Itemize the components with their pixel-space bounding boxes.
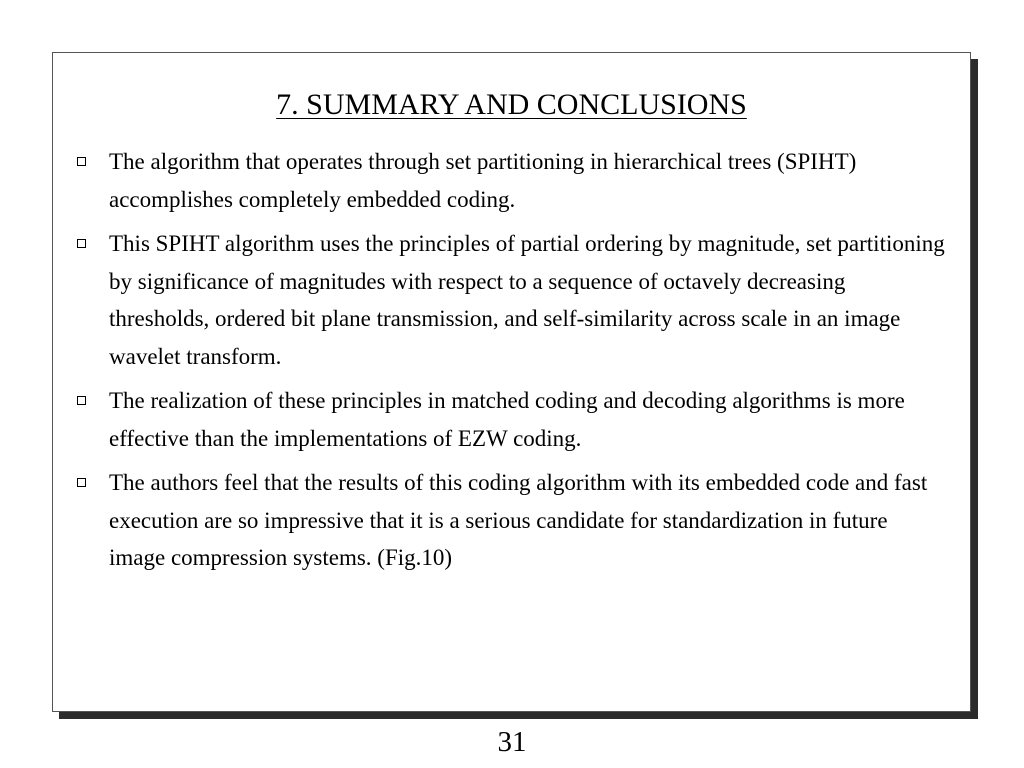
- page-number: 31: [497, 726, 527, 758]
- bullet-item: [77, 143, 947, 218]
- bullet-text: The algorithm that operates through set partitioning in hierarchical trees (SPIHT) accomplishes completely embedded coding.: [109, 149, 857, 212]
- bullet-list: [77, 143, 947, 584]
- hollow-square-bullet-icon: [77, 239, 86, 248]
- bullet-text: This SPIHT algorithm uses the principles of partial ordering by magnitude, set partitioning by significance of magnitudes with respect to a sequence of octavely decreasing thresholds, ordered bit plane transmission, and self-similarity across scale in an image wavelet transform.: [109, 231, 945, 369]
- hollow-square-bullet-icon: [77, 396, 86, 405]
- bullet-text: The realization of these principles in matched coding and decoding algorithms is more effective than the implementations of EZW coding.: [109, 388, 905, 451]
- slide-frame: [52, 52, 971, 712]
- bullet-text: The authors feel that the results of this coding algorithm with its embedded code and fast execution are so impressive that it is a serious candidate for standardization in future image compression systems. (Fig.10): [109, 470, 928, 570]
- bullet-item: [77, 225, 947, 375]
- slide-title-text: 7. SUMMARY AND CONCLUSIONS: [276, 88, 747, 121]
- bullet-item: [77, 464, 947, 577]
- hollow-square-bullet-icon: [77, 478, 86, 487]
- slide-title: [53, 85, 970, 125]
- hollow-square-bullet-icon: [77, 157, 86, 166]
- bullet-item: [77, 382, 947, 457]
